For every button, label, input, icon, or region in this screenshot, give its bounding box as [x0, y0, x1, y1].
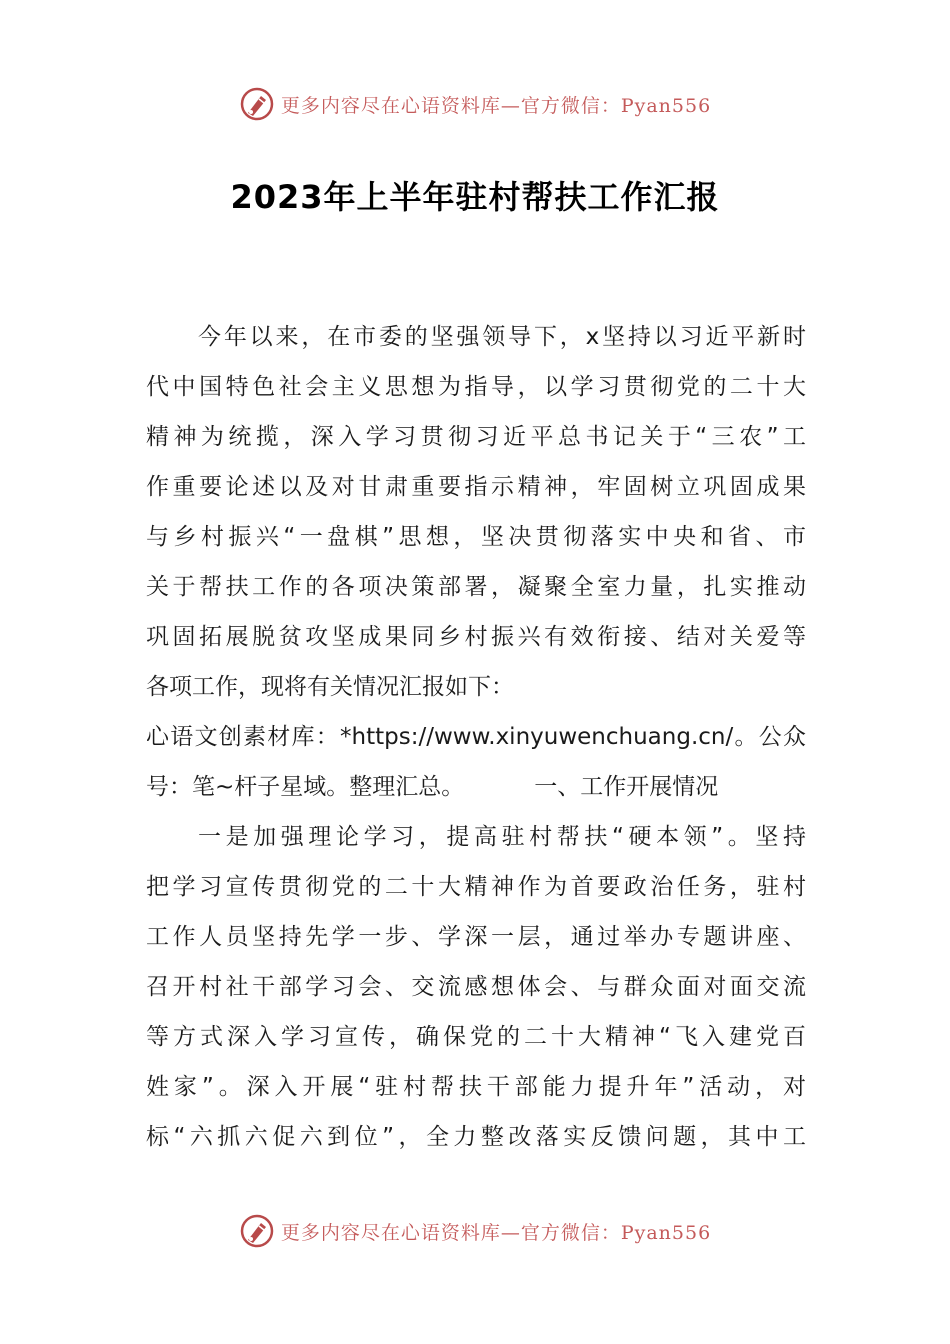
source-note-line [146, 762, 806, 812]
section-heading: 一、工作开展情况 [534, 774, 719, 800]
pen-nib-logo-icon [239, 1213, 275, 1249]
paragraph-line: 召开村社干部学习会、交流感想体会、与群众面对面交流 [146, 974, 806, 1000]
pen-nib-logo-icon [239, 86, 275, 122]
header-watermark-text: 更多内容尽在心语资料库—官方微信：Pyan556 [280, 94, 712, 117]
paragraph-line: 把学习宣传贯彻党的二十大精神作为首要政治任务，驻村 [146, 874, 806, 900]
paragraph-line: 巩固拓展脱贫攻坚成果同乡村振兴有效衔接、结对关爱等 [146, 624, 806, 650]
paragraph-line: 标“六抓六促六到位”，全力整改落实反馈问题，其中工 [146, 1124, 806, 1150]
paragraph-line: 与乡村振兴“一盘棋”思想，坚决贯彻落实中央和省、市 [146, 524, 806, 550]
paragraph-line: 关于帮扶工作的各项决策部署，凝聚全室力量，扎实推动 [146, 574, 806, 600]
document-title: 2023年上半年驻村帮扶工作汇报 [230, 178, 720, 216]
footer-watermark-banner [0, 1211, 950, 1251]
source-note-line: 心语文创素材库：*https://www.xinyuwenchuang.cn/。公众 [146, 724, 806, 750]
paragraph-line: 等方式深入学习宣传，确保党的二十大精神“飞入建党百 [146, 1024, 806, 1050]
document-body [146, 312, 806, 1162]
paragraph-line: 一是加强理论学习，提高驻村帮扶“硬本领”。坚持 [198, 824, 806, 850]
footer-watermark-text: 更多内容尽在心语资料库—官方微信：Pyan556 [280, 1221, 712, 1244]
header-watermark-banner [0, 84, 950, 124]
paragraph-line: 作重要论述以及对甘肃重要指示精神，牢固树立巩固成果 [146, 474, 806, 500]
paragraph-line: 今年以来，在市委的坚强领导下，x坚持以习近平新时 [198, 324, 806, 350]
source-note-text: 号：笔~杆子星域。整理汇总。 [146, 774, 465, 800]
paragraph-line: 代中国特色社会主义思想为指导，以学习贯彻党的二十大 [146, 374, 806, 400]
paragraph-line: 各项工作，现将有关情况汇报如下： [146, 674, 514, 700]
paragraph-line: 工作人员坚持先学一步、学深一层，通过举办专题讲座、 [146, 924, 806, 950]
paragraph-line: 精神为统揽，深入学习贯彻习近平总书记关于“三农”工 [146, 424, 806, 450]
paragraph-line: 姓家”。深入开展“驻村帮扶干部能力提升年”活动，对 [146, 1074, 806, 1100]
